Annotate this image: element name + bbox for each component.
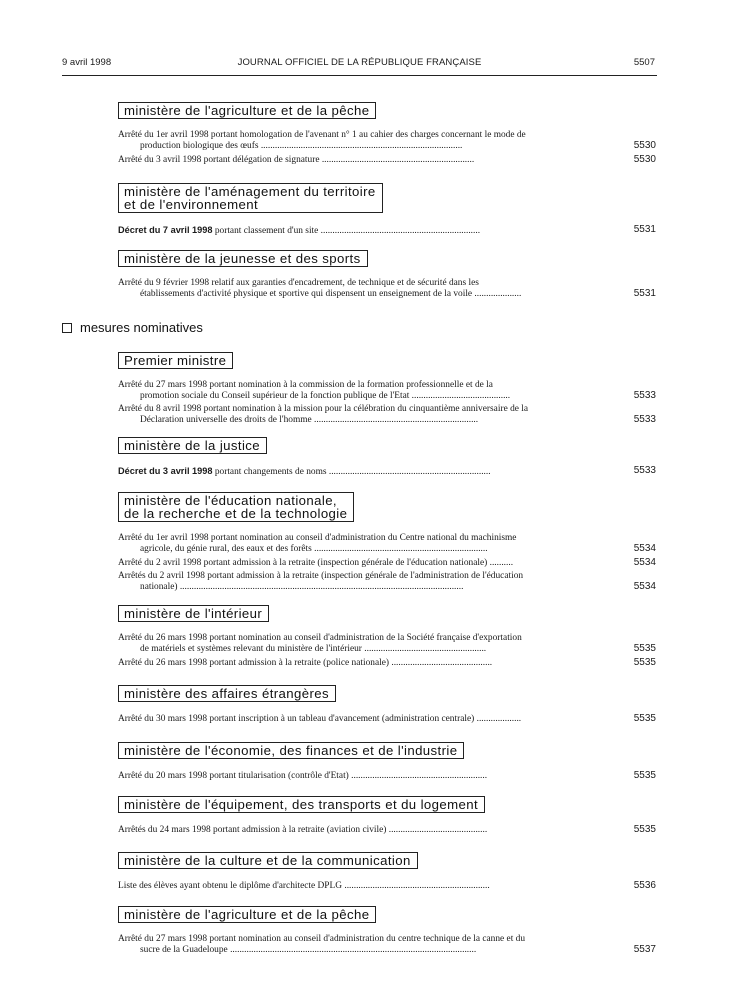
toc-entry[interactable]: [118, 880, 656, 891]
entry-text: [118, 633, 605, 654]
entry-page-number: 5535: [633, 824, 656, 835]
entry-title: Arrêté du 2 avril 1998 portant admission à la retraite (inspection générale de l'éducation nationale) ..........: [118, 557, 514, 568]
toc-entry[interactable]: [118, 465, 656, 476]
toc-entry[interactable]: [118, 404, 656, 425]
section-title-line: ministère des affaires étrangères: [124, 686, 330, 701]
entry-text: [118, 130, 605, 151]
entry-text: [118, 225, 605, 236]
entry-title: Arrêté du 26 mars 1998 portant nomination au conseil d'administration de la Société française d'exportation: [118, 633, 522, 643]
section-entries: [118, 824, 656, 835]
header-date: 9 avril 1998: [62, 57, 112, 68]
toc-section: [118, 183, 656, 238]
entry-text: [118, 771, 605, 782]
entry-title: Arrêté du 27 mars 1998 portant nomination au conseil d'administration du centre technique de la canne et du: [118, 934, 526, 944]
section-title-box: [118, 102, 376, 119]
toc-section: [118, 352, 656, 428]
entry-continuation: sucre de la Guadeloupe .........................................................................................................: [140, 944, 477, 955]
toc-entry[interactable]: [118, 934, 656, 955]
mesures-label: mesures nominatives: [80, 320, 203, 335]
entry-title: Arrêtés du 2 avril 1998 portant admission à la retraite (inspection générale de l'administration de l'éducation: [118, 571, 524, 581]
toc-entry[interactable]: [118, 154, 656, 165]
toc-entry[interactable]: [118, 224, 656, 235]
entry-page-number: 5534: [633, 543, 656, 554]
entry-title: Liste des élèves ayant obtenu le diplôme d'architecte DPLG ..............................................................: [118, 880, 490, 891]
entry-title: Arrêté du 3 avril 1998 portant délégation de signature .................................................................: [118, 154, 475, 165]
entry-title: Arrêté du 26 mars 1998 portant admission à la retraite (police nationale) ...........................................: [118, 657, 493, 668]
section-title-line: ministère de l'économie, des finances et de l'industrie: [124, 743, 458, 758]
section-title-line: ministère de l'équipement, des transports et du logement: [124, 797, 479, 812]
entry-page-number: 5535: [633, 657, 656, 668]
entry-page-number: 5534: [633, 557, 656, 568]
toc-entry[interactable]: [118, 657, 656, 668]
section-entries: [118, 380, 656, 425]
entry-page-number: 5533: [633, 414, 656, 425]
section-title-line: ministère de la justice: [124, 438, 261, 453]
section-title-box: [118, 796, 485, 813]
entry-continuation: promotion sociale du Conseil supérieur de la fonction publique de l'Etat ..........................................: [140, 390, 511, 401]
section-title-box: [118, 906, 376, 923]
section-title-line: ministère de la culture et de la communication: [124, 853, 411, 868]
section-title-box: [118, 742, 464, 759]
section-entries: [118, 224, 656, 235]
entry-title: Arrêté du 8 avril 1998 portant nomination à la mission pour la célébration du cinquantième anniversaire de la: [118, 404, 529, 414]
section-entries: [118, 278, 656, 299]
entry-continuation: établissements d'activité physique et sportive qui dispensent un enseignement de la voile ....................: [140, 288, 522, 299]
toc-section: [118, 492, 656, 595]
entry-title: portant changements de noms .....................................................................: [212, 466, 491, 476]
entry-page-number: 5534: [633, 581, 656, 592]
entry-title: Arrêtés du 24 mars 1998 portant admission à la retraite (aviation civile) ..........................................: [118, 824, 488, 835]
header-rule: [62, 75, 657, 76]
toc-entry[interactable]: [118, 130, 656, 151]
entry-text: [118, 571, 605, 592]
section-title-line: ministère de l'éducation nationale,: [124, 493, 337, 508]
entry-continuation: agricole, du génie rural, des eaux et des forêts ..........................................................................: [140, 543, 488, 554]
entry-text: [118, 404, 605, 425]
entry-page-number: 5535: [633, 770, 656, 781]
toc-section: [118, 906, 656, 958]
section-title-line: ministère de l'agriculture et de la pêche: [124, 103, 370, 118]
section-entries: [118, 770, 656, 781]
toc-entry[interactable]: [118, 824, 656, 835]
section-entries: [118, 880, 656, 891]
toc-entry[interactable]: [118, 278, 656, 299]
section-title-box: [118, 685, 336, 702]
section-title-line: Premier ministre: [124, 353, 227, 368]
section-title-line: de la recherche et de la technologie: [124, 506, 348, 521]
entry-page-number: 5533: [633, 465, 656, 476]
entry-title: Arrêté du 30 mars 1998 portant inscription à un tableau d'avancement (administration centrale) ...................: [118, 713, 522, 724]
entry-text: [118, 533, 605, 554]
toc-section: [118, 250, 656, 302]
entry-page-number: 5531: [633, 224, 656, 235]
entry-title: portant classement d'un site ....................................................................: [212, 225, 481, 235]
entry-text: [118, 155, 605, 166]
section-title-line: et de l'environnement: [124, 197, 259, 212]
entry-lead: Décret du 3 avril 1998: [118, 465, 213, 476]
entry-text: [118, 278, 605, 299]
toc-section: [118, 685, 656, 727]
toc-entry[interactable]: [118, 571, 656, 592]
entry-continuation: nationale) .........................................................................................................................: [140, 581, 464, 592]
entry-page-number: 5530: [633, 140, 656, 151]
entry-text: [118, 825, 605, 836]
entry-title: Arrêté du 27 mars 1998 portant nomination à la commission de la formation professionnelle et de la: [118, 380, 493, 390]
entry-page-number: 5537: [633, 944, 656, 955]
checkbox-square-icon: [62, 323, 72, 333]
toc-entry[interactable]: [118, 380, 656, 401]
entry-page-number: 5531: [633, 288, 656, 299]
entry-text: [118, 714, 605, 725]
toc-section: [118, 742, 656, 784]
entry-title: Arrêté du 20 mars 1998 portant titularisation (contrôle d'Etat) ..........................................................: [118, 770, 488, 781]
section-entries: [118, 533, 656, 592]
toc-section: [118, 605, 656, 671]
section-entries: [118, 465, 656, 476]
entry-title: Arrêté du 9 février 1998 relatif aux garanties d'encadrement, de technique et de sécurité dans les: [118, 278, 479, 288]
toc-section: [118, 437, 656, 479]
entry-text: [118, 881, 605, 892]
section-title-box: [118, 352, 233, 369]
entry-text: [118, 380, 605, 401]
toc-section: [118, 102, 656, 168]
toc-entry[interactable]: [118, 557, 656, 568]
section-title-box: [118, 852, 418, 869]
section-title-box: [118, 183, 383, 213]
entry-lead: Décret du 7 avril 1998: [118, 224, 213, 235]
section-title-box: [118, 492, 354, 522]
toc-section: [118, 796, 656, 838]
entry-text: [118, 934, 605, 955]
entry-title: Arrêté du 1er avril 1998 portant nomination au conseil d'administration du Centre national du machinisme: [118, 533, 517, 543]
section-title-line: ministère de l'agriculture et de la pêche: [124, 907, 370, 922]
entry-page-number: 5535: [633, 643, 656, 654]
section-entries: [118, 130, 656, 165]
section-entries: [118, 633, 656, 668]
section-title-line: ministère de l'intérieur: [124, 606, 263, 621]
toc-entry[interactable]: [118, 633, 656, 654]
entry-continuation: Déclaration universelle des droits de l'homme ......................................................................: [140, 414, 479, 425]
entry-page-number: 5535: [633, 713, 656, 724]
header-page-number: 5507: [633, 57, 655, 68]
entry-page-number: 5536: [633, 880, 656, 891]
section-title-box: [118, 437, 267, 454]
section-entries: [118, 934, 656, 955]
toc-entry[interactable]: [118, 533, 656, 554]
toc-section: [118, 852, 656, 894]
header-journal-title: JOURNAL OFFICIEL DE LA RÉPUBLIQUE FRANÇAISE: [237, 57, 482, 68]
toc-entry[interactable]: [118, 713, 656, 724]
toc-entry[interactable]: [118, 770, 656, 781]
section-title-line: ministère de la jeunesse et des sports: [124, 251, 361, 266]
section-title-line: ministère de l'aménagement du territoire: [124, 184, 376, 199]
entry-text: [118, 466, 605, 477]
section-title-box: [118, 605, 269, 622]
entry-title: Arrêté du 1er avril 1998 portant homologation de l'avenant n° 1 au cahier des charges concernant le mode de: [118, 130, 526, 140]
section-title-box: [118, 250, 368, 267]
entry-page-number: 5533: [633, 390, 656, 401]
entry-text: [118, 658, 605, 669]
entry-page-number: 5530: [633, 154, 656, 165]
entry-text: [118, 558, 605, 569]
entry-continuation: de matériels et systèmes relevant du ministère de l'intérieur ....................................................: [140, 643, 487, 654]
page-header: [62, 57, 657, 71]
mesures-heading: [62, 320, 203, 335]
section-entries: [118, 713, 656, 724]
entry-continuation: production biologique des œufs ......................................................................................: [140, 140, 463, 151]
